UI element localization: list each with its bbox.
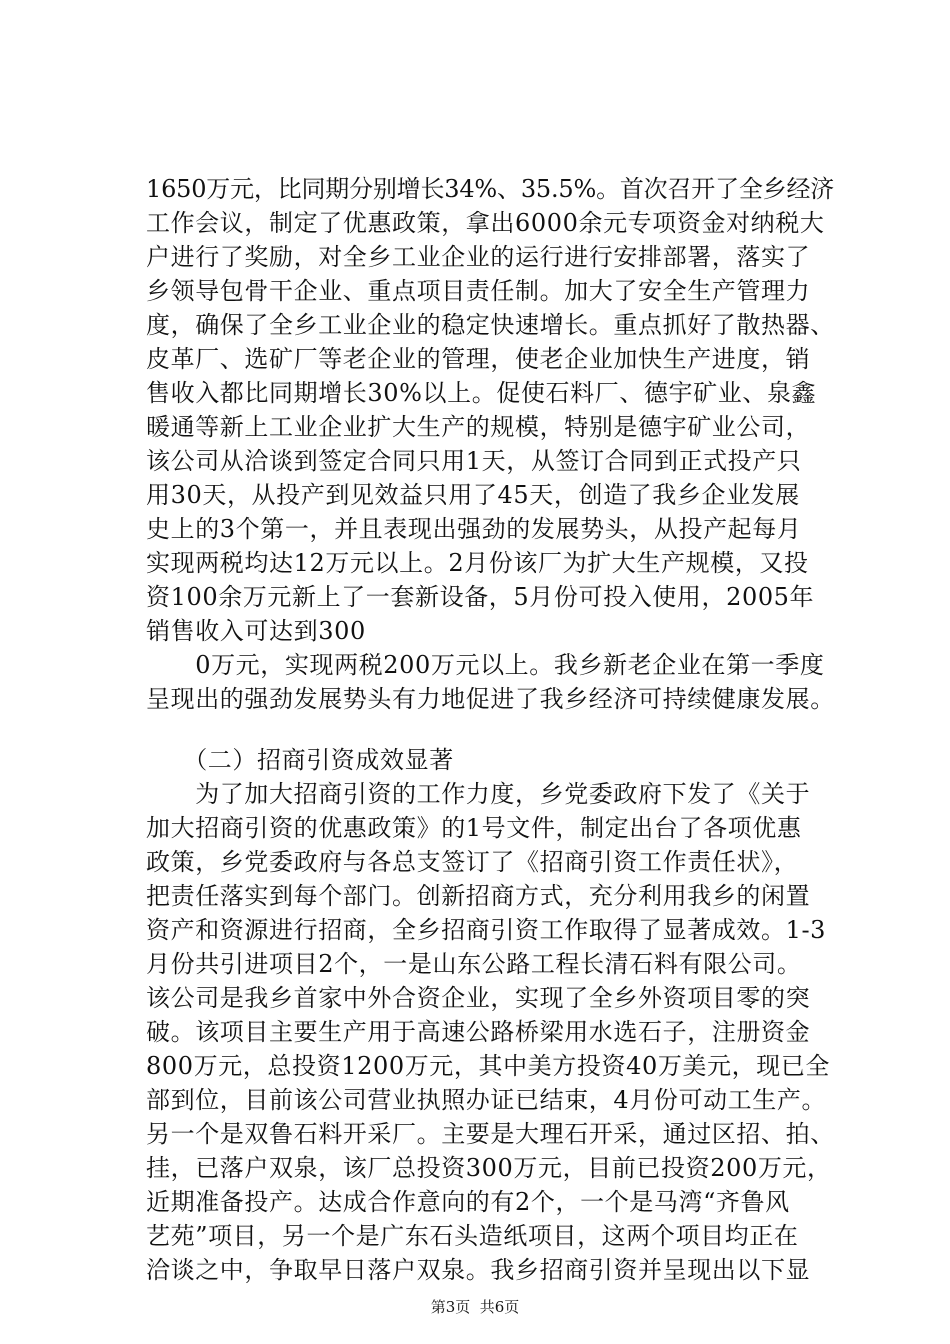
body-line: 资100余万元新上了一套新设备，5月份可投入使用，2005年 xyxy=(146,583,815,611)
body-line: 资产和资源进行招商，全乡招商引资工作取得了显著成效。1-3 xyxy=(146,916,827,944)
body-line: 为了加大招商引资的工作力度，乡党委政府下发了《关于 xyxy=(146,780,811,808)
body-line: 户进行了奖励，对全乡工业企业的运行进行安排部署，落实了 xyxy=(146,243,811,271)
body-line: 用30天，从投产到见效益只用了45天，创造了我乡企业发展 xyxy=(146,481,800,509)
body-line: 挂，已落户双泉，该厂总投资300万元，目前已投资200万元， xyxy=(146,1154,832,1182)
body-line: 破。该项目主要生产用于高速公路桥梁用水选石子，注册资金 xyxy=(146,1018,811,1046)
body-line: 该公司是我乡首家中外合资企业，实现了全乡外资项目零的突 xyxy=(146,984,811,1012)
body-line: 度，确保了全乡工业企业的稳定快速增长。重点抓好了散热器、 xyxy=(146,311,835,339)
body-line: 加大招商引资的优惠政策》的1号文件，制定出台了各项优惠 xyxy=(146,814,802,842)
body-line: 工作会议，制定了优惠政策，拿出6000余元专项资金对纳税大 xyxy=(146,209,825,237)
body-line: 艺苑”项目，另一个是广东石头造纸项目，这两个项目均正在 xyxy=(146,1222,799,1250)
body-line: 月份共引进项目2个，一是山东公路工程长清石料有限公司。 xyxy=(146,950,802,978)
body-line: 0万元，实现两税200万元以上。我乡新老企业在第一季度 xyxy=(146,651,825,679)
body-line: 洽谈之中，争取早日落户双泉。我乡招商引资并呈现出以下显 xyxy=(146,1256,811,1284)
body-line: 乡领导包骨干企业、重点项目责任制。加大了安全生产管理力 xyxy=(146,277,811,305)
section-heading: （二）招商引资成效显著 xyxy=(146,746,454,774)
page-number-footer: 第3页 共6页 xyxy=(430,1298,520,1316)
body-line: 售收入都比同期增长30%以上。促使石料厂、德宇矿业、泉鑫 xyxy=(146,379,817,407)
body-line: 把责任落实到每个部门。创新招商方式，充分利用我乡的闲置 xyxy=(146,882,811,910)
body-line: 皮革厂、选矿厂等老企业的管理，使老企业加快生产进度，销 xyxy=(146,345,811,373)
body-line: 1650万元，比同期分别增长34%、35.5%。首次召开了全乡经济 xyxy=(146,175,835,203)
body-line: 800万元，总投资1200万元，其中美方投资40万美元，现已全 xyxy=(146,1052,831,1080)
body-line: 实现两税均达12万元以上。2月份该厂为扩大生产规模，又投 xyxy=(146,549,809,577)
body-line: 暖通等新上工业企业扩大生产的规模，特别是德宇矿业公司， xyxy=(146,413,811,441)
body-line: 近期准备投产。达成合作意向的有2个，一个是马湾“齐鲁风 xyxy=(146,1188,790,1216)
body-line: 部到位，目前该公司营业执照办证已结束，4月份可动工生产。 xyxy=(146,1086,827,1114)
body-line: 另一个是双鲁石料开采厂。主要是大理石开采，通过区招、拍、 xyxy=(146,1120,835,1148)
body-line: 呈现出的强劲发展势头有力地促进了我乡经济可持续健康发展。 xyxy=(146,685,835,713)
body-line: 销售收入可达到300 xyxy=(146,617,366,645)
body-line: 政策，乡党委政府与各总支签订了《招商引资工作责任状》， xyxy=(146,848,799,876)
body-line: 该公司从洽谈到签定合同只用1天，从签订合同到正式投产只 xyxy=(146,447,802,475)
body-line: 史上的3个第一，并且表现出强劲的发展势头，从投产起每月 xyxy=(146,515,802,543)
